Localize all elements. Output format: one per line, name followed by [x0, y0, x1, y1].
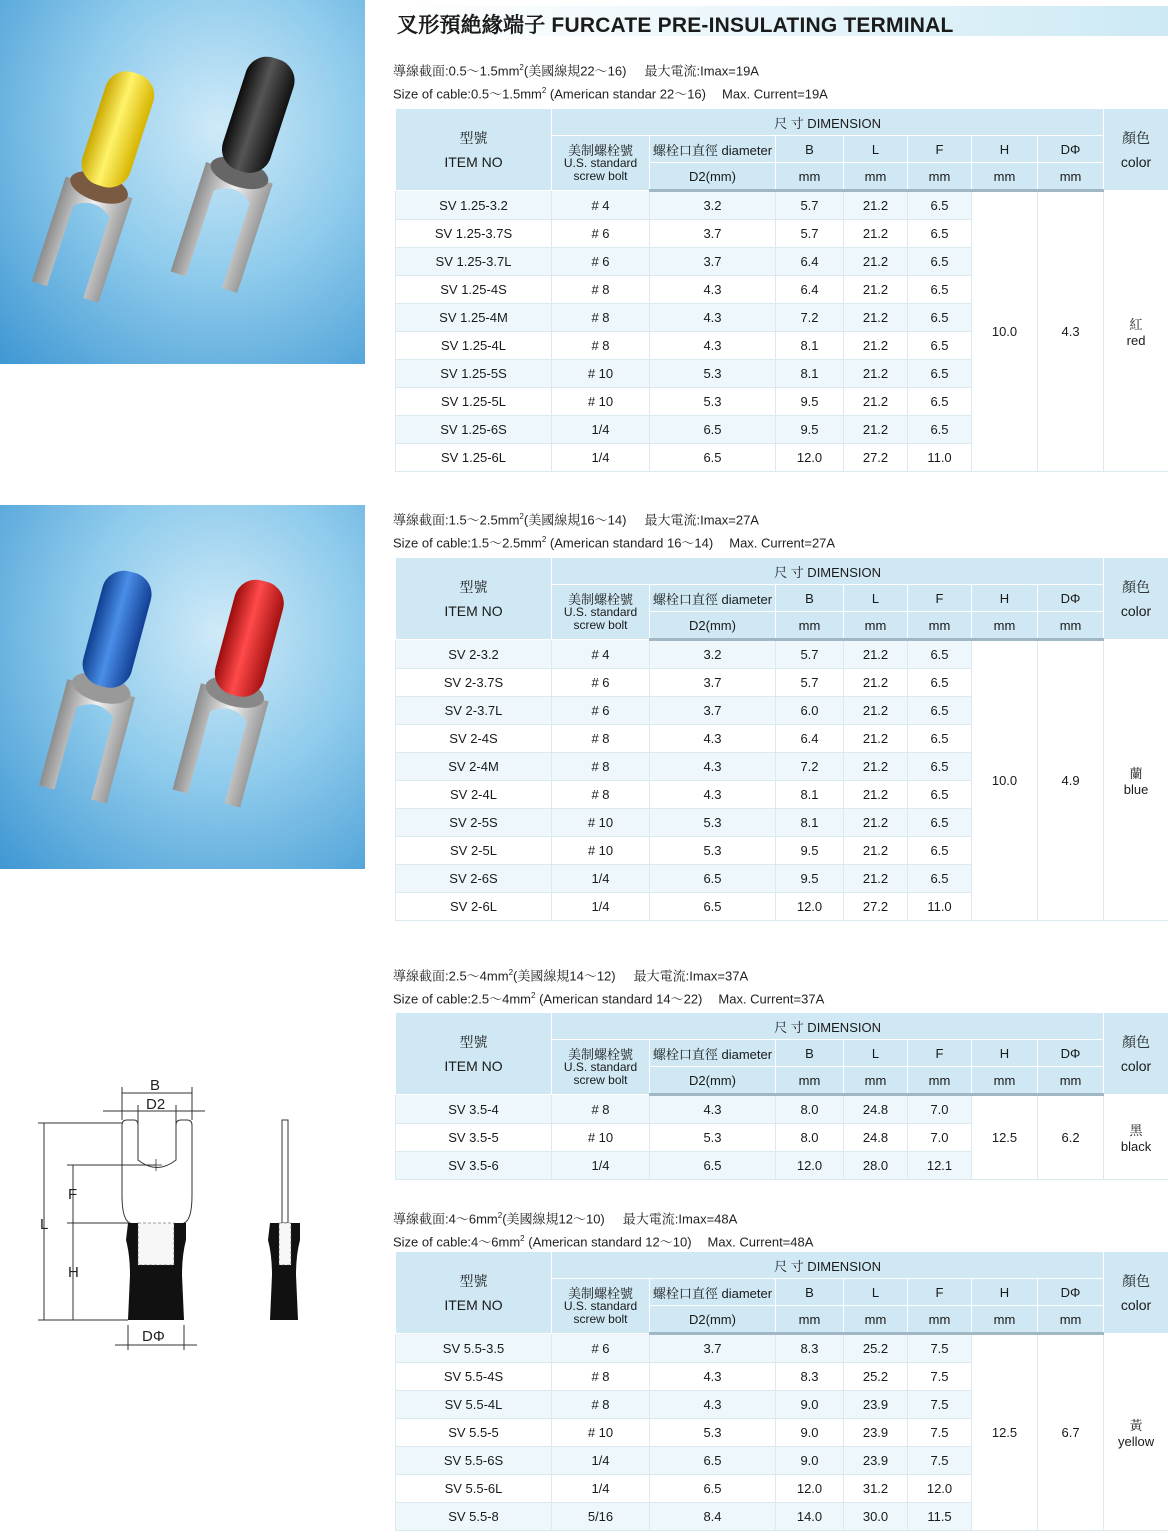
cell-f: 6.5 [908, 809, 972, 837]
cell-f: 6.5 [908, 837, 972, 865]
drawing-label-l: L [40, 1216, 49, 1233]
cell-l: 24.8 [844, 1124, 908, 1152]
header-d2: 螺栓口直徑 diameter [650, 136, 776, 163]
cell-h: 10.0 [972, 640, 1038, 921]
cell-f: 6.5 [908, 388, 972, 416]
spec-table-2 [395, 557, 1168, 921]
header-b: B [776, 1279, 844, 1306]
spec-table-1 [395, 108, 1168, 472]
cell-b: 8.1 [776, 332, 844, 360]
header-l: L [844, 136, 908, 163]
cell-d2: 4.3 [650, 332, 776, 360]
drawing-label-h: H [68, 1264, 79, 1281]
cell-d2: 4.3 [650, 753, 776, 781]
header-unit: mm [908, 612, 972, 640]
header-h: H [972, 136, 1038, 163]
terminal-photo-1-graphic [0, 0, 365, 364]
cell-bolt: # 6 [552, 220, 650, 248]
cell-item: SV 1.25-3.7L [396, 248, 552, 276]
spec-line-cn: 導線截面$:1.5\sim 2.5mm^2$(美國線規16～14) 最大電流:Imax=27A [393, 512, 759, 528]
header-bolt: 美制螺栓號 U.S. standard screw bolt [552, 585, 650, 640]
spec-line-en: Size of $cable:4\sim 6mm^2$ (American standard 12～10) Max. Current=48A [393, 1234, 814, 1250]
cell-f: 6.5 [908, 191, 972, 220]
cell-d2: 3.7 [650, 220, 776, 248]
header-unit: mm [972, 1067, 1038, 1095]
cell-b: 6.4 [776, 248, 844, 276]
header-d2-unit: D2(mm) [650, 1067, 776, 1095]
table-row [396, 191, 1168, 220]
header-unit: mm [1038, 612, 1104, 640]
cell-f: 6.5 [908, 725, 972, 753]
cell-f: 7.5 [908, 1363, 972, 1391]
cell-l: 21.2 [844, 248, 908, 276]
cell-item: SV 2-4M [396, 753, 552, 781]
cell-bolt: # 8 [552, 753, 650, 781]
header-unit: mm [908, 1067, 972, 1095]
cell-f: 6.5 [908, 781, 972, 809]
cell-b: 9.5 [776, 416, 844, 444]
cell-b: 8.1 [776, 781, 844, 809]
spec-block-2 [393, 507, 835, 554]
cell-item: SV 1.25-3.2 [396, 191, 552, 220]
header-d2: 螺栓口直徑 diameter [650, 1040, 776, 1067]
cell-item: SV 2-3.7L [396, 697, 552, 725]
cell-d2: 3.7 [650, 248, 776, 276]
cell-bolt: # 10 [552, 1419, 650, 1447]
cell-l: 21.2 [844, 697, 908, 725]
cell-l: 21.2 [844, 725, 908, 753]
cell-l: 21.2 [844, 781, 908, 809]
cell-item: SV 2-4L [396, 781, 552, 809]
header-unit: mm [776, 1306, 844, 1334]
cell-color: 紅 red [1104, 191, 1168, 472]
cell-bolt: # 6 [552, 1334, 650, 1363]
cell-l: 25.2 [844, 1363, 908, 1391]
cell-item: SV 3.5-6 [396, 1152, 552, 1180]
cell-bolt: # 8 [552, 1095, 650, 1124]
cell-d2: 4.3 [650, 1095, 776, 1124]
cell-d2: 4.3 [650, 781, 776, 809]
header-bolt: 美制螺栓號 U.S. standard screw bolt [552, 1279, 650, 1334]
cell-d2: 6.5 [650, 865, 776, 893]
cell-b: 12.0 [776, 893, 844, 921]
table-row [396, 640, 1168, 669]
header-item-no: 型號 ITEM NO [396, 558, 552, 640]
header-bolt: 美制螺栓號 U.S. standard screw bolt [552, 136, 650, 191]
cell-l: 30.0 [844, 1503, 908, 1531]
cell-f: 6.5 [908, 304, 972, 332]
header-color: 顏色 color [1104, 1252, 1168, 1334]
cell-d2: 4.3 [650, 276, 776, 304]
cell-color: 黑 black [1104, 1095, 1168, 1180]
product-photo-yellow-black [0, 0, 365, 364]
cell-h: 12.5 [972, 1095, 1038, 1180]
header-b: B [776, 1040, 844, 1067]
header-unit: mm [776, 1067, 844, 1095]
cell-l: 21.2 [844, 332, 908, 360]
cell-item: SV 5.5-4S [396, 1363, 552, 1391]
cell-b: 5.7 [776, 669, 844, 697]
cell-f: 6.5 [908, 276, 972, 304]
cell-bolt: # 10 [552, 388, 650, 416]
cell-f: 7.5 [908, 1447, 972, 1475]
cell-item: SV 1.25-3.7S [396, 220, 552, 248]
cell-item: SV 3.5-4 [396, 1095, 552, 1124]
header-unit: mm [1038, 1067, 1104, 1095]
cell-dphi: 4.9 [1038, 640, 1104, 921]
header-unit: mm [844, 612, 908, 640]
header-d2: 螺栓口直徑 diameter [650, 585, 776, 612]
cell-bolt: # 6 [552, 697, 650, 725]
cell-b: 5.7 [776, 640, 844, 669]
cell-bolt: # 8 [552, 276, 650, 304]
header-unit: mm [908, 1306, 972, 1334]
cell-d2: 3.7 [650, 1334, 776, 1363]
cell-l: 23.9 [844, 1447, 908, 1475]
header-l: L [844, 585, 908, 612]
table-row [396, 1095, 1168, 1124]
cell-b: 9.5 [776, 837, 844, 865]
cell-b: 8.0 [776, 1095, 844, 1124]
cell-item: SV 5.5-8 [396, 1503, 552, 1531]
cell-l: 21.2 [844, 669, 908, 697]
cell-bolt: # 8 [552, 781, 650, 809]
cell-b: 12.0 [776, 1152, 844, 1180]
cell-l: 21.2 [844, 640, 908, 669]
cell-d2: 4.3 [650, 1391, 776, 1419]
header-h: H [972, 1279, 1038, 1306]
header-color: 顏色 color [1104, 109, 1168, 191]
cell-item: SV 1.25-6L [396, 444, 552, 472]
cell-d2: 6.5 [650, 1475, 776, 1503]
cell-f: 7.0 [908, 1095, 972, 1124]
cell-d2: 8.4 [650, 1503, 776, 1531]
spec-line-cn: 導線截面$:4\sim 6mm^2$(美國線規12～10) 最大電流:Imax=48A [393, 1211, 738, 1227]
cell-b: 6.4 [776, 725, 844, 753]
spec-table-3 [395, 1012, 1168, 1180]
cell-item: SV 2-3.2 [396, 640, 552, 669]
cell-d2: 5.3 [650, 837, 776, 865]
cell-f: 12.0 [908, 1475, 972, 1503]
cell-bolt: # 4 [552, 640, 650, 669]
cell-l: 21.2 [844, 865, 908, 893]
header-l: L [844, 1040, 908, 1067]
cell-l: 31.2 [844, 1475, 908, 1503]
cell-l: 27.2 [844, 444, 908, 472]
cell-d2: 6.5 [650, 893, 776, 921]
cell-l: 21.2 [844, 416, 908, 444]
spec-table-4 [395, 1251, 1168, 1531]
cell-bolt: # 10 [552, 1124, 650, 1152]
cell-bolt: # 8 [552, 725, 650, 753]
cell-b: 9.0 [776, 1419, 844, 1447]
cell-item: SV 2-4S [396, 725, 552, 753]
header-unit: mm [776, 612, 844, 640]
cell-l: 21.2 [844, 753, 908, 781]
cell-f: 7.5 [908, 1334, 972, 1363]
cell-bolt: # 8 [552, 1363, 650, 1391]
spec-block-3 [393, 963, 824, 1010]
drawing-label-dphi: DΦ [142, 1328, 165, 1345]
header-item-no: 型號 ITEM NO [396, 1252, 552, 1334]
cell-item: SV 5.5-6S [396, 1447, 552, 1475]
cell-h: 12.5 [972, 1334, 1038, 1531]
cell-bolt: # 8 [552, 332, 650, 360]
header-b: B [776, 585, 844, 612]
header-f: F [908, 585, 972, 612]
header-d2-unit: D2(mm) [650, 1306, 776, 1334]
cell-color: 黃 yellow [1104, 1334, 1168, 1531]
cell-d2: 3.7 [650, 697, 776, 725]
header-h: H [972, 585, 1038, 612]
cell-b: 14.0 [776, 1503, 844, 1531]
header-unit: mm [844, 1067, 908, 1095]
cell-l: 23.9 [844, 1391, 908, 1419]
header-d2: 螺栓口直徑 diameter [650, 1279, 776, 1306]
header-dphi: DΦ [1038, 585, 1104, 612]
drawing-label-f: F [68, 1186, 78, 1203]
cell-l: 23.9 [844, 1419, 908, 1447]
cell-f: 7.0 [908, 1124, 972, 1152]
spec-line-en: Size of $cable:0.5\sim 1.5mm^2$ (American standar 22～16) Max. Current=19A [393, 86, 828, 102]
cell-bolt: # 8 [552, 1391, 650, 1419]
cell-item: SV 1.25-5L [396, 388, 552, 416]
cell-bolt: 1/4 [552, 416, 650, 444]
cell-d2: 6.5 [650, 444, 776, 472]
header-unit: mm [972, 1306, 1038, 1334]
cell-item: SV 5.5-3.5 [396, 1334, 552, 1363]
header-item-no: 型號 ITEM NO [396, 1013, 552, 1095]
cell-f: 6.5 [908, 416, 972, 444]
cell-b: 9.5 [776, 388, 844, 416]
header-dphi: DΦ [1038, 1279, 1104, 1306]
cell-f: 7.5 [908, 1419, 972, 1447]
cell-l: 28.0 [844, 1152, 908, 1180]
cell-l: 25.2 [844, 1334, 908, 1363]
cell-bolt: 1/4 [552, 1152, 650, 1180]
cell-d2: 3.7 [650, 669, 776, 697]
cell-item: SV 1.25-4M [396, 304, 552, 332]
cell-bolt: # 6 [552, 248, 650, 276]
header-dimension: 尺 寸 DIMENSION [552, 109, 1104, 136]
cell-b: 8.1 [776, 360, 844, 388]
cell-d2: 3.2 [650, 640, 776, 669]
cell-f: 6.5 [908, 865, 972, 893]
cell-f: 11.0 [908, 444, 972, 472]
cell-f: 11.5 [908, 1503, 972, 1531]
title-bar [393, 6, 1168, 36]
header-f: F [908, 1040, 972, 1067]
dimension-drawing [0, 1075, 365, 1365]
cell-d2: 5.3 [650, 1419, 776, 1447]
cell-bolt: 1/4 [552, 865, 650, 893]
cell-f: 6.5 [908, 248, 972, 276]
cell-color: 蘭 blue [1104, 640, 1168, 921]
header-bolt: 美制螺栓號 U.S. standard screw bolt [552, 1040, 650, 1095]
cell-b: 12.0 [776, 444, 844, 472]
cell-item: SV 3.5-5 [396, 1124, 552, 1152]
header-h: H [972, 1040, 1038, 1067]
header-unit: mm [908, 163, 972, 191]
cell-d2: 5.3 [650, 388, 776, 416]
header-item-no: 型號 ITEM NO [396, 109, 552, 191]
cell-b: 9.0 [776, 1391, 844, 1419]
cell-f: 7.5 [908, 1391, 972, 1419]
header-unit: mm [1038, 1306, 1104, 1334]
table-row [396, 1334, 1168, 1363]
cell-bolt: # 6 [552, 669, 650, 697]
header-dphi: DΦ [1038, 136, 1104, 163]
cell-l: 24.8 [844, 1095, 908, 1124]
cell-d2: 5.3 [650, 809, 776, 837]
cell-l: 21.2 [844, 191, 908, 220]
cell-bolt: # 4 [552, 191, 650, 220]
cell-b: 7.2 [776, 304, 844, 332]
cell-f: 6.5 [908, 669, 972, 697]
cell-b: 6.0 [776, 697, 844, 725]
cell-dphi: 6.7 [1038, 1334, 1104, 1531]
header-b: B [776, 136, 844, 163]
cell-bolt: 1/4 [552, 1447, 650, 1475]
cell-bolt: # 10 [552, 837, 650, 865]
cell-f: 6.5 [908, 640, 972, 669]
cell-b: 12.0 [776, 1475, 844, 1503]
cell-b: 8.3 [776, 1363, 844, 1391]
header-f: F [908, 1279, 972, 1306]
cell-item: SV 2-6L [396, 893, 552, 921]
cell-d2: 6.5 [650, 1152, 776, 1180]
header-unit: mm [972, 612, 1038, 640]
header-unit: mm [972, 163, 1038, 191]
cell-bolt: 1/4 [552, 444, 650, 472]
header-dimension: 尺 寸 DIMENSION [552, 558, 1104, 585]
header-dimension: 尺 寸 DIMENSION [552, 1252, 1104, 1279]
cell-dphi: 6.2 [1038, 1095, 1104, 1180]
drawing-label-b: B [150, 1077, 161, 1094]
cell-b: 7.2 [776, 753, 844, 781]
spec-line-cn: 導線截面$:2.5\sim 4mm^2$(美國線規14～12) 最大電流:Imax=37A [393, 968, 749, 984]
cell-l: 21.2 [844, 388, 908, 416]
cell-bolt: # 8 [552, 304, 650, 332]
spec-line-en: Size of $cable:1.5\sim 2.5mm^2$ (American standard 16～14) Max. Current=27A [393, 535, 836, 551]
cell-f: 6.5 [908, 360, 972, 388]
cell-bolt: 1/4 [552, 1475, 650, 1503]
cell-b: 6.4 [776, 276, 844, 304]
cell-l: 27.2 [844, 893, 908, 921]
cell-bolt: # 10 [552, 809, 650, 837]
spec-block-4 [393, 1206, 813, 1253]
header-unit: mm [844, 163, 908, 191]
cell-d2: 6.5 [650, 416, 776, 444]
cell-l: 21.2 [844, 360, 908, 388]
cell-b: 5.7 [776, 220, 844, 248]
spec-line-cn: 導線截面$:0.5\sim 1.5mm^2$(美國線規22～16) 最大電流:Imax=19A [393, 63, 759, 79]
cell-b: 8.1 [776, 809, 844, 837]
header-color: 顏色 color [1104, 558, 1168, 640]
cell-l: 21.2 [844, 809, 908, 837]
cell-bolt: # 10 [552, 360, 650, 388]
cell-item: SV 5.5-5 [396, 1419, 552, 1447]
cell-item: SV 2-5L [396, 837, 552, 865]
cell-l: 21.2 [844, 837, 908, 865]
product-photo-blue-red [0, 505, 365, 869]
cell-d2: 4.3 [650, 725, 776, 753]
cell-b: 5.7 [776, 191, 844, 220]
header-d2-unit: D2(mm) [650, 612, 776, 640]
cell-d2: 5.3 [650, 360, 776, 388]
cell-item: SV 5.5-6L [396, 1475, 552, 1503]
cell-f: 6.5 [908, 220, 972, 248]
header-d2-unit: D2(mm) [650, 163, 776, 191]
cell-item: SV 2-6S [396, 865, 552, 893]
cell-b: 9.5 [776, 865, 844, 893]
cell-item: SV 2-3.7S [396, 669, 552, 697]
cell-f: 6.5 [908, 332, 972, 360]
header-dimension: 尺 寸 DIMENSION [552, 1013, 1104, 1040]
cell-l: 21.2 [844, 304, 908, 332]
cell-item: SV 1.25-6S [396, 416, 552, 444]
cell-item: SV 2-5S [396, 809, 552, 837]
cell-f: 11.0 [908, 893, 972, 921]
cell-item: SV 5.5-4L [396, 1391, 552, 1419]
cell-f: 6.5 [908, 753, 972, 781]
cell-item: SV 1.25-4L [396, 332, 552, 360]
cell-item: SV 1.25-5S [396, 360, 552, 388]
header-color: 顏色 color [1104, 1013, 1168, 1095]
header-f: F [908, 136, 972, 163]
cell-b: 8.3 [776, 1334, 844, 1363]
header-unit: mm [776, 163, 844, 191]
cell-bolt: 1/4 [552, 893, 650, 921]
drawing-label-d2: D2 [146, 1096, 166, 1113]
spec-line-en: Size of $cable:2.5\sim 4mm^2$ (American standard 14～22) Max. Current=37A [393, 991, 825, 1007]
cell-d2: 5.3 [650, 1124, 776, 1152]
cell-d2: 3.2 [650, 191, 776, 220]
terminal-photo-2-graphic [0, 505, 365, 869]
cell-bolt: 5/16 [552, 1503, 650, 1531]
cell-d2: 6.5 [650, 1447, 776, 1475]
header-unit: mm [844, 1306, 908, 1334]
cell-b: 9.0 [776, 1447, 844, 1475]
cell-item: SV 1.25-4S [396, 276, 552, 304]
cell-l: 21.2 [844, 276, 908, 304]
cell-d2: 4.3 [650, 1363, 776, 1391]
header-l: L [844, 1279, 908, 1306]
cell-l: 21.2 [844, 220, 908, 248]
page-title: 叉形預絶緣端子 FURCATE PRE-INSULATING TERMINAL [397, 14, 954, 37]
cell-f: 12.1 [908, 1152, 972, 1180]
cell-h: 10.0 [972, 191, 1038, 472]
cell-dphi: 4.3 [1038, 191, 1104, 472]
cell-b: 8.0 [776, 1124, 844, 1152]
cell-f: 6.5 [908, 697, 972, 725]
header-unit: mm [1038, 163, 1104, 191]
spec-block-1 [393, 58, 828, 105]
cell-d2: 4.3 [650, 304, 776, 332]
header-dphi: DΦ [1038, 1040, 1104, 1067]
